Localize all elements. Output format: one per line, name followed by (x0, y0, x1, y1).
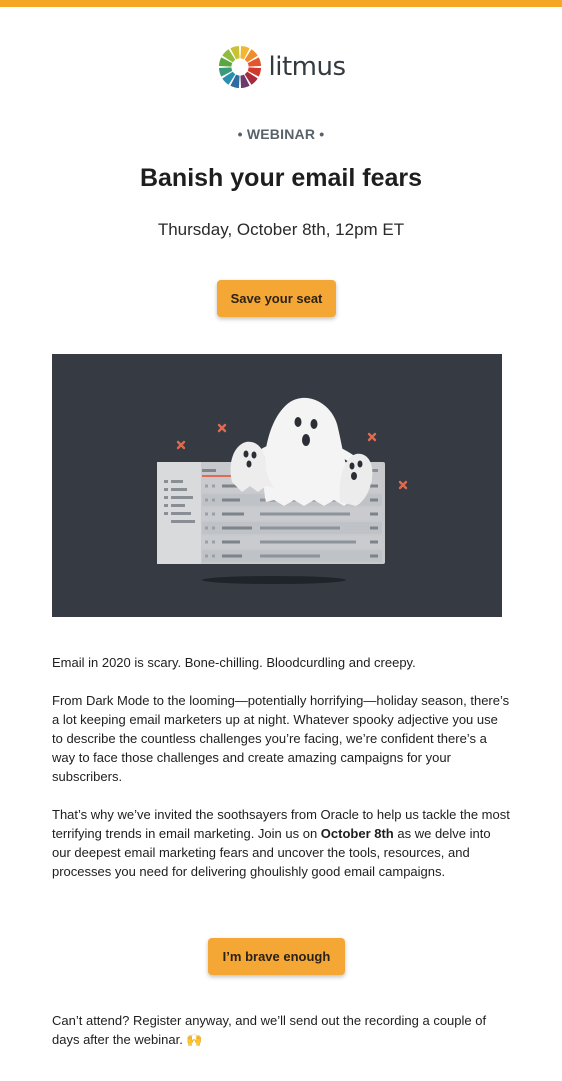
challenges-paragraph: From Dark Mode to the looming—potentially horrifying—holiday season, there’s a lot keeping email marketers up at night. Whatever spooky adjective you use to describe the countless challenges you’re facing, we’re confident there’s a way to face those challenges and create amazing campaigns for your subscribers. (52, 693, 510, 784)
inbox-row (202, 550, 382, 562)
event-title: Banish your email fears (139, 164, 423, 192)
litmus-logo-icon (217, 44, 263, 90)
invitation-paragraph (52, 805, 512, 881)
top-accent-bar (0, 0, 562, 7)
intro-paragraph: Email in 2020 is scary. Bone-chilling. Bloodcurdling and creepy. (52, 655, 416, 670)
save-seat-button-label: Save your seat (230, 291, 323, 306)
event-datetime: Thursday, October 8th, 12pm ET (157, 220, 405, 239)
invitation-text-start: That’s why we’ve invited the soothsayers from Oracle to help us tackle the most terrifying trends in email marketing. Join us on (52, 807, 510, 841)
inbox-row (202, 536, 382, 548)
recording-note-paragraph: Can’t attend? Register anyway, and we’ll send out the recording a couple of days after the webinar. 🙌 (52, 1013, 487, 1047)
inbox-row (202, 508, 382, 520)
invitation-text-end: as we delve into our deepest email marketing fears and uncover the tools, resources, and processes you need for delivering ghoulishly good email campaigns. (52, 826, 491, 879)
ghosts-inbox-icon (52, 354, 502, 617)
brave-enough-button-label: I’m brave enough (222, 949, 331, 964)
hero-illustration (52, 354, 502, 617)
brand-name: litmus (268, 52, 346, 82)
inbox-row (202, 522, 382, 534)
event-date-highlight: October 8th (320, 826, 394, 841)
brave-enough-button[interactable] (208, 938, 345, 975)
brand-logo[interactable] (0, 44, 562, 90)
save-seat-button[interactable] (217, 280, 336, 317)
event-type-label: • WEBINAR • (237, 126, 325, 142)
